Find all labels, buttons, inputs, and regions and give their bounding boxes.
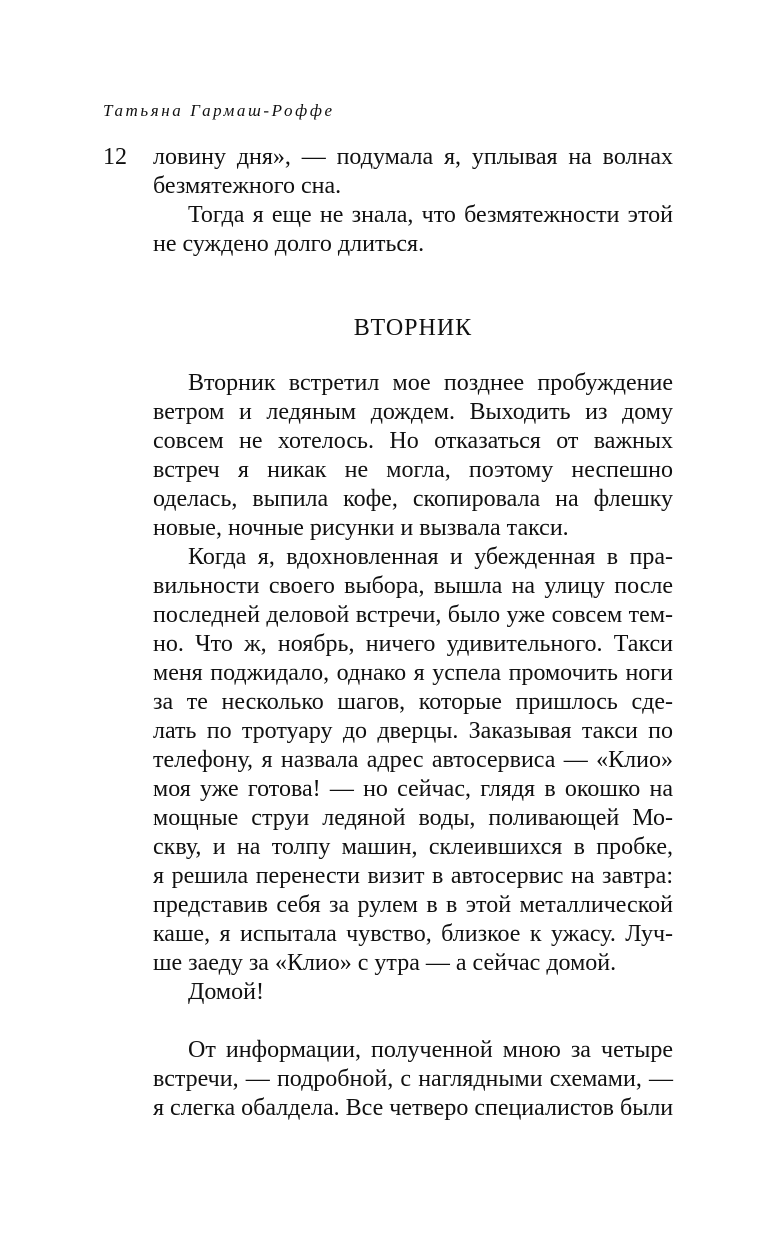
text-line: Домой! xyxy=(188,979,264,1005)
text-line: последней деловой встречи, было уже совсем тем- xyxy=(153,602,673,628)
text-line: я слегка обалдела. Все четверо специалистов были xyxy=(153,1095,674,1121)
text-line: представив себя за рулем в в этой металлической xyxy=(153,892,673,918)
text-line: за те несколько шагов, которые пришлось сде- xyxy=(153,689,673,715)
text-line: моя уже готова! — но сейчас, глядя в окошко на xyxy=(153,776,673,802)
chapter-title: ВТОРНИК xyxy=(353,315,473,341)
running-head: Татьяна Гармаш-Роффе xyxy=(103,101,335,120)
text-line: встреч я никак не могла, поэтому неспешно xyxy=(153,457,673,483)
text-line: ловину дня», — подумала я, уплывая на волнах xyxy=(153,144,673,170)
text-line: скву, и на толпу машин, склеившихся в пробке, xyxy=(153,834,673,860)
text-line: меня поджидало, однако я успела промочить ноги xyxy=(153,660,673,686)
text-line: ше заеду за «Клио» с утра — а сейчас домой. xyxy=(153,950,617,976)
text-line: оделась, выпила кофе, скопировала на флешку xyxy=(153,486,673,512)
text-line: мощные струи ледяной воды, поливающей Мо- xyxy=(153,805,673,831)
text-line: телефону, я назвала адрес автосервиса — «Клио» xyxy=(153,747,673,773)
text-line: совсем не хотелось. Но отказаться от важных xyxy=(153,428,673,454)
text-line: каше, я испытала чувство, близкое к ужасу. Луч- xyxy=(153,921,673,947)
text-line: но. Что ж, ноябрь, ничего удивительного. Такси xyxy=(153,631,673,657)
text-line: Вторник встретил мое позднее пробуждение xyxy=(188,370,673,396)
text-line: не суждено долго длиться. xyxy=(153,231,425,257)
text-line: Тогда я еще не знала, что безмятежности этой xyxy=(188,202,673,228)
text-line: новые, ночные рисунки и вызвала такси. xyxy=(153,515,569,541)
text-line: ветром и ледяным дождем. Выходить из дому xyxy=(153,399,673,425)
text-line: безмятежного сна. xyxy=(153,173,342,199)
text-line: вильности своего выбора, вышла на улицу после xyxy=(153,573,673,599)
text-line: встречи, — подробной, с наглядными схемами, — xyxy=(153,1066,673,1092)
text-line: От информации, полученной мною за четыре xyxy=(188,1037,673,1063)
text-line: лать по тротуару до дверцы. Заказывая такси по xyxy=(153,718,673,744)
page-number: 12 xyxy=(103,144,127,170)
text-line: Когда я, вдохновленная и убежденная в пра- xyxy=(188,544,673,570)
text-line: я решила перенести визит в автосервис на завтра: xyxy=(153,863,673,889)
